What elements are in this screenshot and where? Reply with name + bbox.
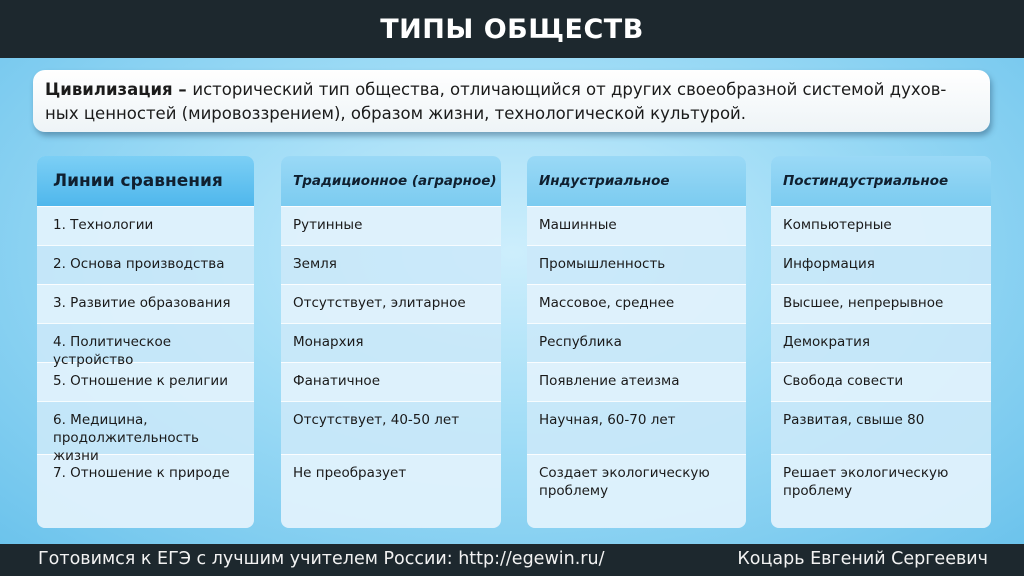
table-cell: Машинные — [527, 206, 746, 245]
table-cell: Республика — [527, 323, 746, 362]
traditional-society-column — [281, 156, 501, 528]
industrial-society-column — [527, 156, 746, 528]
table-cell: Развитая, свыше 80 — [771, 401, 991, 454]
column-header: Линии сравнения — [37, 156, 254, 206]
definition-text: исторический тип общества, отличающийся от других своеобразной системой духов- ных ценностей (мировоззрением), образом жизни, технологической культурой. — [45, 80, 947, 123]
table-cell: 1. Технологии — [37, 206, 254, 245]
table-cell: 2. Основа производства — [37, 245, 254, 284]
table-cell: Демократия — [771, 323, 991, 362]
definition-term: Цивилизация — [45, 80, 173, 99]
footer-author: Коцарь Евгений Сергеевич — [737, 549, 988, 569]
table-cell: 7. Отношение к природе — [37, 454, 254, 528]
table-cell: Создает экологическую проблему — [527, 454, 746, 528]
page-title: ТИПЫ ОБЩЕСТВ — [380, 13, 644, 45]
table-cell: 3. Развитие образования — [37, 284, 254, 323]
footer-promo-text: Готовимся к ЕГЭ с лучшим учителем России: http://egewin.ru/ — [38, 549, 605, 569]
table-cell: Высшее, непрерывное — [771, 284, 991, 323]
table-cell: Отсутствует, 40-50 лет — [281, 401, 501, 454]
table-cell: Информация — [771, 245, 991, 284]
column-header: Традиционное (аграрное) — [281, 156, 501, 206]
table-cell: Массовое, среднее — [527, 284, 746, 323]
table-cell: 5. Отношение к религии — [37, 362, 254, 401]
table-cell: Свобода совести — [771, 362, 991, 401]
definition-dash: – — [172, 80, 193, 99]
table-cell: 6. Медицина, продолжительность жизни — [37, 401, 254, 454]
header-bar — [0, 0, 1024, 58]
table-cell: 4. Политическое устройство — [37, 323, 254, 362]
table-cell: Фанатичное — [281, 362, 501, 401]
table-cell: Промышленность — [527, 245, 746, 284]
column-header: Индустриальное — [527, 156, 746, 206]
main-area — [0, 58, 1024, 544]
table-cell: Отсутствует, элитарное — [281, 284, 501, 323]
table-cell: Решает экологическую проблему — [771, 454, 991, 528]
table-cell: Рутинные — [281, 206, 501, 245]
footer-bar — [0, 544, 1024, 576]
table-cell: Научная, 60-70 лет — [527, 401, 746, 454]
table-cell: Появление атеизма — [527, 362, 746, 401]
definition-box — [33, 70, 990, 132]
table-cell: Монархия — [281, 323, 501, 362]
column-header: Постиндустриальное — [771, 156, 991, 206]
table-cell: Не преобразует — [281, 454, 501, 528]
table-cell: Компьютерные — [771, 206, 991, 245]
table-cell: Земля — [281, 245, 501, 284]
postindustrial-society-column — [771, 156, 991, 528]
comparison-lines-column — [37, 156, 254, 528]
